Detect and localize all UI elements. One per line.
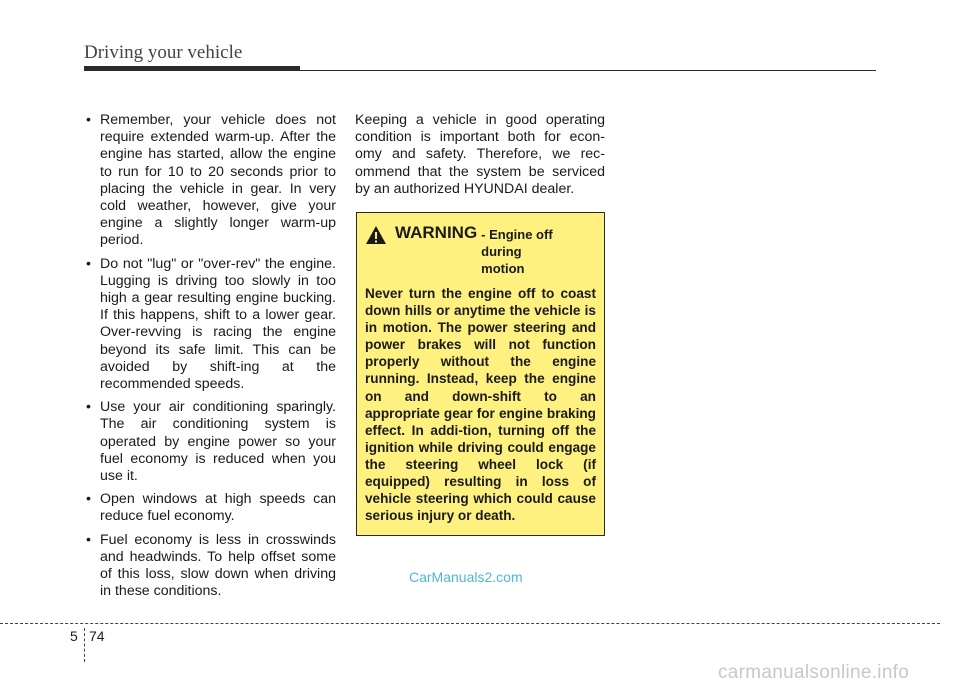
list-item: • Fuel economy is less in crosswinds and headwinds. To help offset some of this loss, slow down when driving in these conditions.	[86, 532, 336, 601]
warning-body: Never turn the engine off to coast down hills or anytime the vehicle is in motion. The power steering and power brakes will not function properly without the engine running. Instead, keep the engine on and down-shift to an appropriate gear for engine braking effect. In addi-tion, turning off the ignition while driving could engage the steering wheel lock (if equipped) resulting in loss of vehicle steering which could cause serious injury or death.	[365, 286, 596, 524]
header-rule-thick	[84, 66, 300, 71]
warning-header	[365, 223, 596, 277]
right-column	[355, 112, 605, 198]
watermark-link[interactable]: CarManuals2.com	[409, 569, 523, 585]
list-item: • Use your air conditioning sparingly. The air conditioning system is operated by engine power so your fuel economy is reduced when you use it.	[86, 399, 336, 485]
site-logo-watermark: carmanualsonline.info	[718, 662, 910, 683]
service-paragraph: Keeping a vehicle in good operating condition is important both for econ-omy and safety. Therefore, we rec-ommend that the system be serviced by an authorized HYUNDAI dealer.	[355, 112, 605, 197]
list-item: • Remember, your vehicle does not require extended warm-up. After the engine has started, allow the engine to run for 10 to 20 seconds prior to placing the vehicle in gear. In very cold weather, however, give your engine a slightly longer warm-up period.	[86, 112, 336, 250]
warning-subtitle: - Engine off during motion	[481, 227, 553, 276]
page-header-title: Driving your vehicle	[84, 42, 243, 63]
footer-divider	[84, 628, 85, 662]
warning-box	[356, 212, 605, 536]
chapter-number: 5	[70, 628, 78, 644]
page-number: 74	[89, 628, 105, 644]
warning-triangle-icon	[365, 225, 387, 245]
left-column	[86, 112, 336, 606]
list-item: • Do not "lug" or "over-rev" the engine. Lugging is driving too slowly in too high a gear resulting engine bucking. If this happens, shift to a lower gear. Over-revving is racing the engine beyond its safe limit. This can be avoided by shift-ing at the recommended speeds.	[86, 256, 336, 394]
footer-dashed-rule	[0, 623, 940, 624]
tips-list	[86, 112, 336, 600]
list-item: • Open windows at high speeds can reduce fuel economy.	[86, 491, 336, 525]
warning-label: WARNING	[395, 223, 478, 242]
header-rule-thin	[300, 70, 876, 71]
